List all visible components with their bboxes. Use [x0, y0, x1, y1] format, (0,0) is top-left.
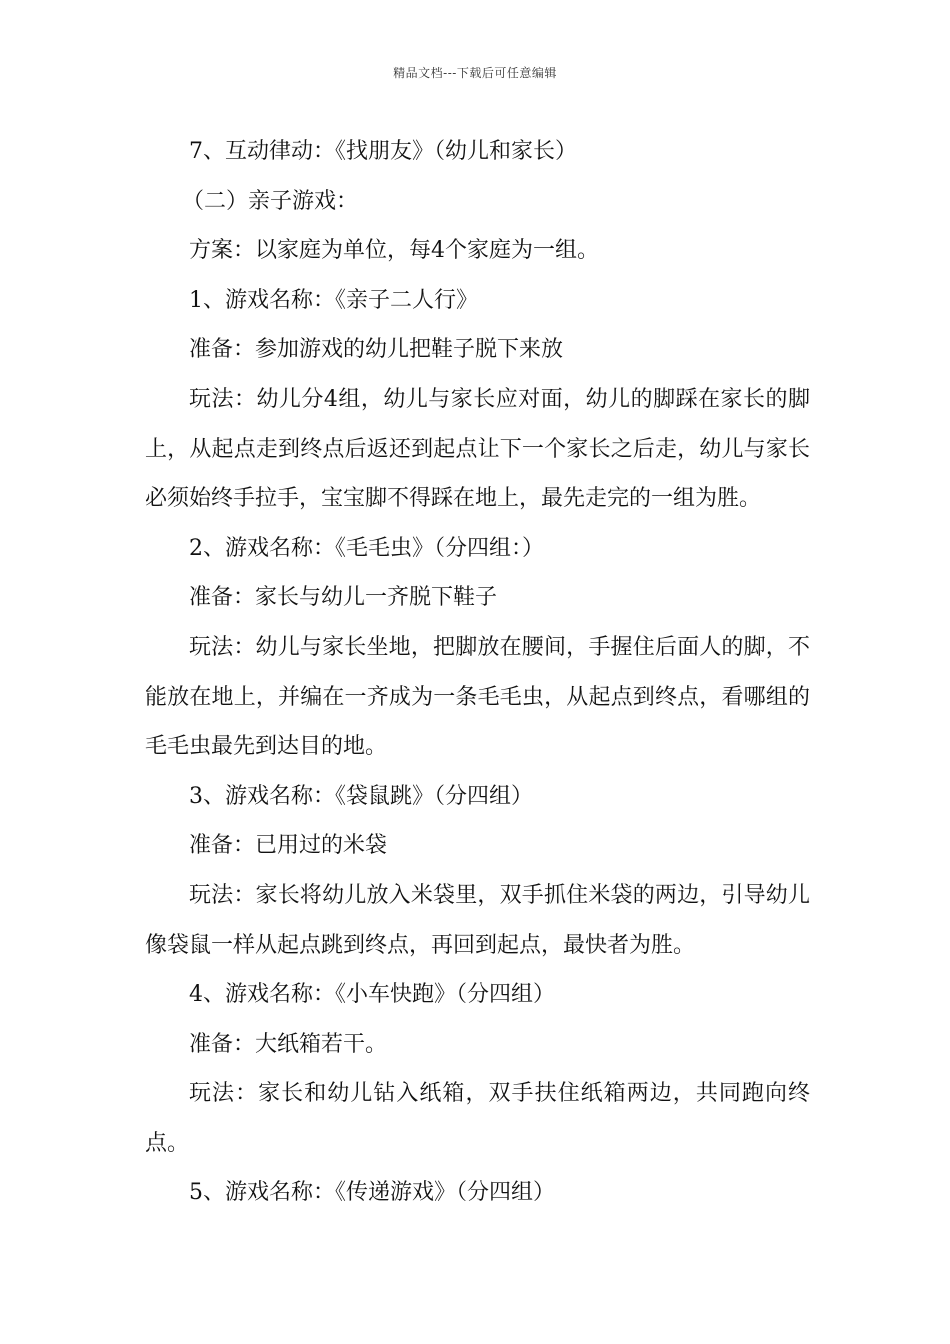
- game-3-rules: 玩法：家长将幼儿放入米袋里，双手抓住米袋的两边，引导幼儿像袋鼠一样从起点跳到终点，再回到起点，最快者为胜。: [145, 882, 810, 958]
- game-2-rules: 玩法：幼儿与家长坐地，把脚放在腰间，手握住后面人的脚，不能放在地上，并编在一齐成为一条毛毛虫，从起点到终点，看哪组的毛毛虫最先到达目的地。: [145, 634, 810, 760]
- game-4-rules: 玩法：家长和幼儿钻入纸箱，双手扶住纸箱两边，共同跑向终点。: [145, 1081, 810, 1156]
- game-4-title: 4、游戏名称：《小车快跑》（分四组）: [189, 982, 555, 1008]
- game-1-title: 1、游戏名称：《亲子二人行》: [189, 287, 478, 313]
- section-heading-parent-child-games: （二）亲子游戏：: [182, 188, 359, 214]
- game-5-title: 5、游戏名称：《传递游戏》（分四组）: [189, 1180, 555, 1206]
- page-header: 精品文档---下载后可任意编辑: [393, 66, 557, 80]
- game-4-preparation: 准备：大纸箱若干。: [189, 1031, 388, 1057]
- game-1-rules: 玩法：幼儿分4组，幼儿与家长应对面，幼儿的脚踩在家长的脚上，从起点走到终点后返还到起点让下一个家长之后走，幼儿与家长必须始终手拉手，宝宝脚不得踩在地上，最先走完的一组为胜。: [145, 386, 810, 512]
- game-1-preparation: 准备：参加游戏的幼儿把鞋子脱下来放: [189, 337, 564, 363]
- game-2-title: 2、游戏名称：《毛毛虫》（分四组：）: [189, 535, 544, 561]
- paragraph-activity-7: 7、互动律动：《找朋友》（幼儿和家长）: [189, 139, 577, 164]
- document-body: [145, 127, 810, 1218]
- paragraph-plan: 方案：以家庭为单位，每4个家庭为一组。: [189, 238, 599, 264]
- game-3-preparation: 准备：已用过的米袋: [189, 833, 388, 859]
- game-2-preparation: 准备：家长与幼儿一齐脱下鞋子: [189, 585, 498, 611]
- game-3-title: 3、游戏名称：《袋鼠跳》（分四组）: [189, 783, 533, 809]
